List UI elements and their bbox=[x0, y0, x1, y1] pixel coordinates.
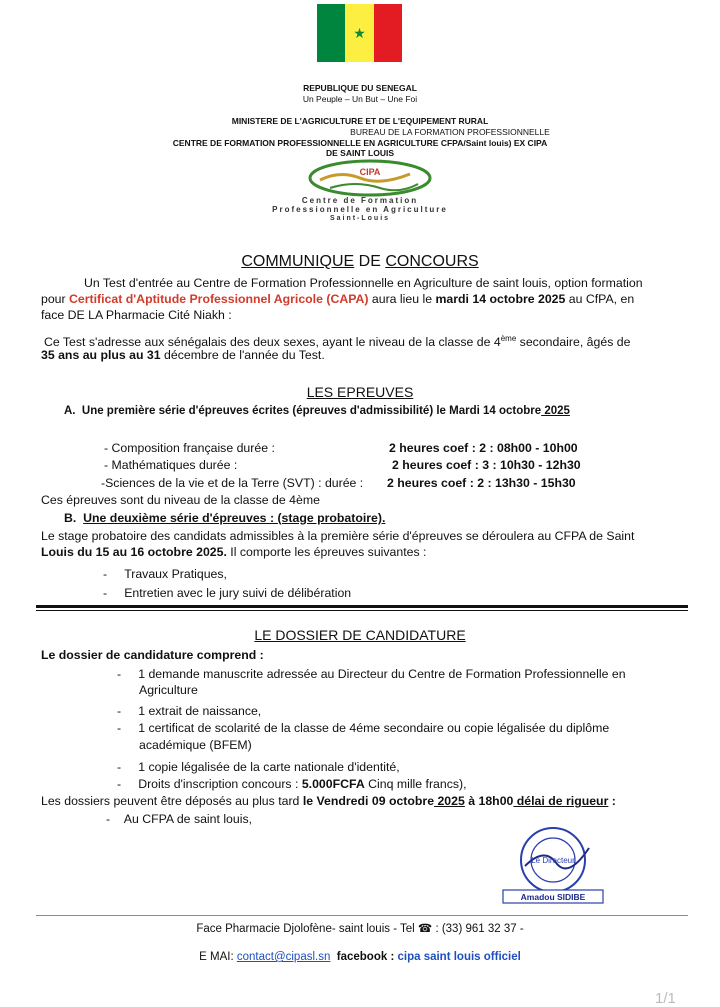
stage-line-1: Le stage probatoire des candidats admissibles à la première série d'épreuves se déroulera au CFPA de Saint bbox=[41, 529, 635, 543]
logo-caption-3: Saint-Louis bbox=[329, 215, 391, 222]
intro-line-1: Un Test d'entrée au Centre de Formation Professionnelle en Agriculture de saint louis, option formation bbox=[84, 276, 643, 290]
phone-icon: ☎ bbox=[417, 923, 433, 935]
dossier-subheading: Le dossier de candidature comprend : bbox=[41, 648, 264, 662]
epreuves-level: Ces épreuves sont du niveau de la classe de 4ème bbox=[41, 493, 320, 507]
footer-address: Face Pharmacie Djolofène- saint louis - Tel ☎ : (33) 961 32 37 - bbox=[196, 923, 524, 935]
intro-line-4: Ce Test s'adresse aux sénégalais des deux sexes, ayant le niveau de la classe de 4ème secondaire, âgés de bbox=[44, 334, 631, 350]
centre-line-1: CENTRE DE FORMATION PROFESSIONNELLE EN AGRICULTURE CFPA/Saint louis) EX CIPA bbox=[172, 138, 548, 148]
cipa-logo bbox=[300, 158, 440, 198]
list-item: - 1 extrait de naissance, bbox=[117, 704, 262, 718]
intro-line-2: pour Certificat d'Aptitude Professionnel Agricole (CAPA) aura lieu le mardi 14 octobre 2025 au CfPA, en bbox=[41, 292, 635, 306]
epreuves-heading: LES EPREUVES bbox=[306, 384, 414, 400]
intro-line-5: 35 ans au plus au 31 décembre de l'année du Test. bbox=[41, 348, 325, 362]
epreuve-b: B. Une deuxième série d'épreuves : (stage probatoire). bbox=[64, 511, 386, 525]
list-item-cont: académique (BFEM) bbox=[139, 738, 252, 752]
communique-title: COMMUNIQUE DE CONCOURS bbox=[241, 253, 479, 270]
footer-rule bbox=[36, 915, 688, 916]
row-french-detail: 2 heures coef : 2 : 08h00 - 10h00 bbox=[389, 441, 578, 455]
row-math-detail: 2 heures coef : 3 : 10h30 - 12h30 bbox=[392, 458, 581, 472]
director-stamp bbox=[497, 826, 609, 904]
list-item: - 1 copie légalisée de la carte nationale d'identité, bbox=[117, 760, 400, 774]
deposit-deadline: Les dossiers peuvent être déposés au plus tard le Vendredi 09 octobre 2025 à 18h00 délai de rigueur : bbox=[41, 794, 616, 808]
deposit-place: - Au CFPA de saint louis, bbox=[106, 812, 253, 826]
logo-text: CIPA bbox=[359, 167, 381, 177]
motto: Un Peuple – Un But – Une Foi bbox=[302, 94, 418, 104]
page-number: 1/1 bbox=[655, 990, 676, 1007]
row-math-subject: - Mathématiques durée : bbox=[104, 458, 238, 472]
list-item-cont: Agriculture bbox=[139, 683, 198, 697]
divider-thin bbox=[36, 610, 688, 611]
row-french-subject: - Composition française durée : bbox=[104, 441, 275, 455]
republic-title: REPUBLIQUE DU SENEGAL bbox=[303, 83, 417, 93]
stamp-center-text: Le Directeur bbox=[531, 856, 575, 865]
email-link[interactable]: contact@cipasl.sn bbox=[236, 951, 331, 963]
list-item: - 1 certificat de scolarité de la classe de 4éme secondaire ou copie légalisée du diplôme bbox=[117, 721, 610, 735]
intro-line-3: face DE LA Pharmacie Cité Niakh : bbox=[41, 308, 232, 322]
stage-line-2: Louis du 15 au 16 octobre 2025. Il comporte les épreuves suivantes : bbox=[41, 545, 427, 559]
senegal-flag bbox=[317, 4, 402, 62]
star-icon: ★ bbox=[353, 24, 366, 41]
ministry: MINISTERE DE L'AGRICULTURE ET DE L'EQUIPEMENT RURAL bbox=[231, 116, 489, 126]
footer-contact: E MAI: contact@cipasl.sn facebook : cipa saint louis officiel bbox=[199, 951, 521, 963]
logo-caption-2: Professionnelle en Agriculture bbox=[272, 205, 448, 214]
logo-caption-1: Centre de Formation bbox=[301, 196, 419, 205]
list-item: - 1 demande manuscrite adressée au Directeur du Centre de Formation Professionnelle en bbox=[117, 667, 626, 681]
epreuve-a: A. Une première série d'épreuves écrites (épreuves d'admissibilité) le Mardi 14 octobre 2025 bbox=[64, 405, 570, 417]
dossier-heading: LE DOSSIER DE CANDIDATURE bbox=[254, 627, 466, 643]
signatory-name: Amadou SIDIBE bbox=[520, 892, 586, 902]
centre-line-2: DE SAINT LOUIS bbox=[325, 148, 394, 158]
facebook-link[interactable]: cipa saint louis officiel bbox=[397, 951, 521, 963]
list-item: - Entretien avec le jury suivi de délibération bbox=[103, 586, 352, 600]
list-item: - Droits d'inscription concours : 5.000FCFA Cinq mille francs), bbox=[117, 777, 467, 791]
row-svt-subject: -Sciences de la vie et de la Terre (SVT) : durée : bbox=[101, 476, 364, 490]
bureau: BUREAU DE LA FORMATION PROFESSIONNELLE bbox=[350, 127, 550, 137]
list-item: - Travaux Pratiques, bbox=[103, 567, 227, 581]
row-svt-detail: 2 heures coef : 2 : 13h30 - 15h30 bbox=[387, 476, 576, 490]
divider-thick bbox=[36, 605, 688, 608]
